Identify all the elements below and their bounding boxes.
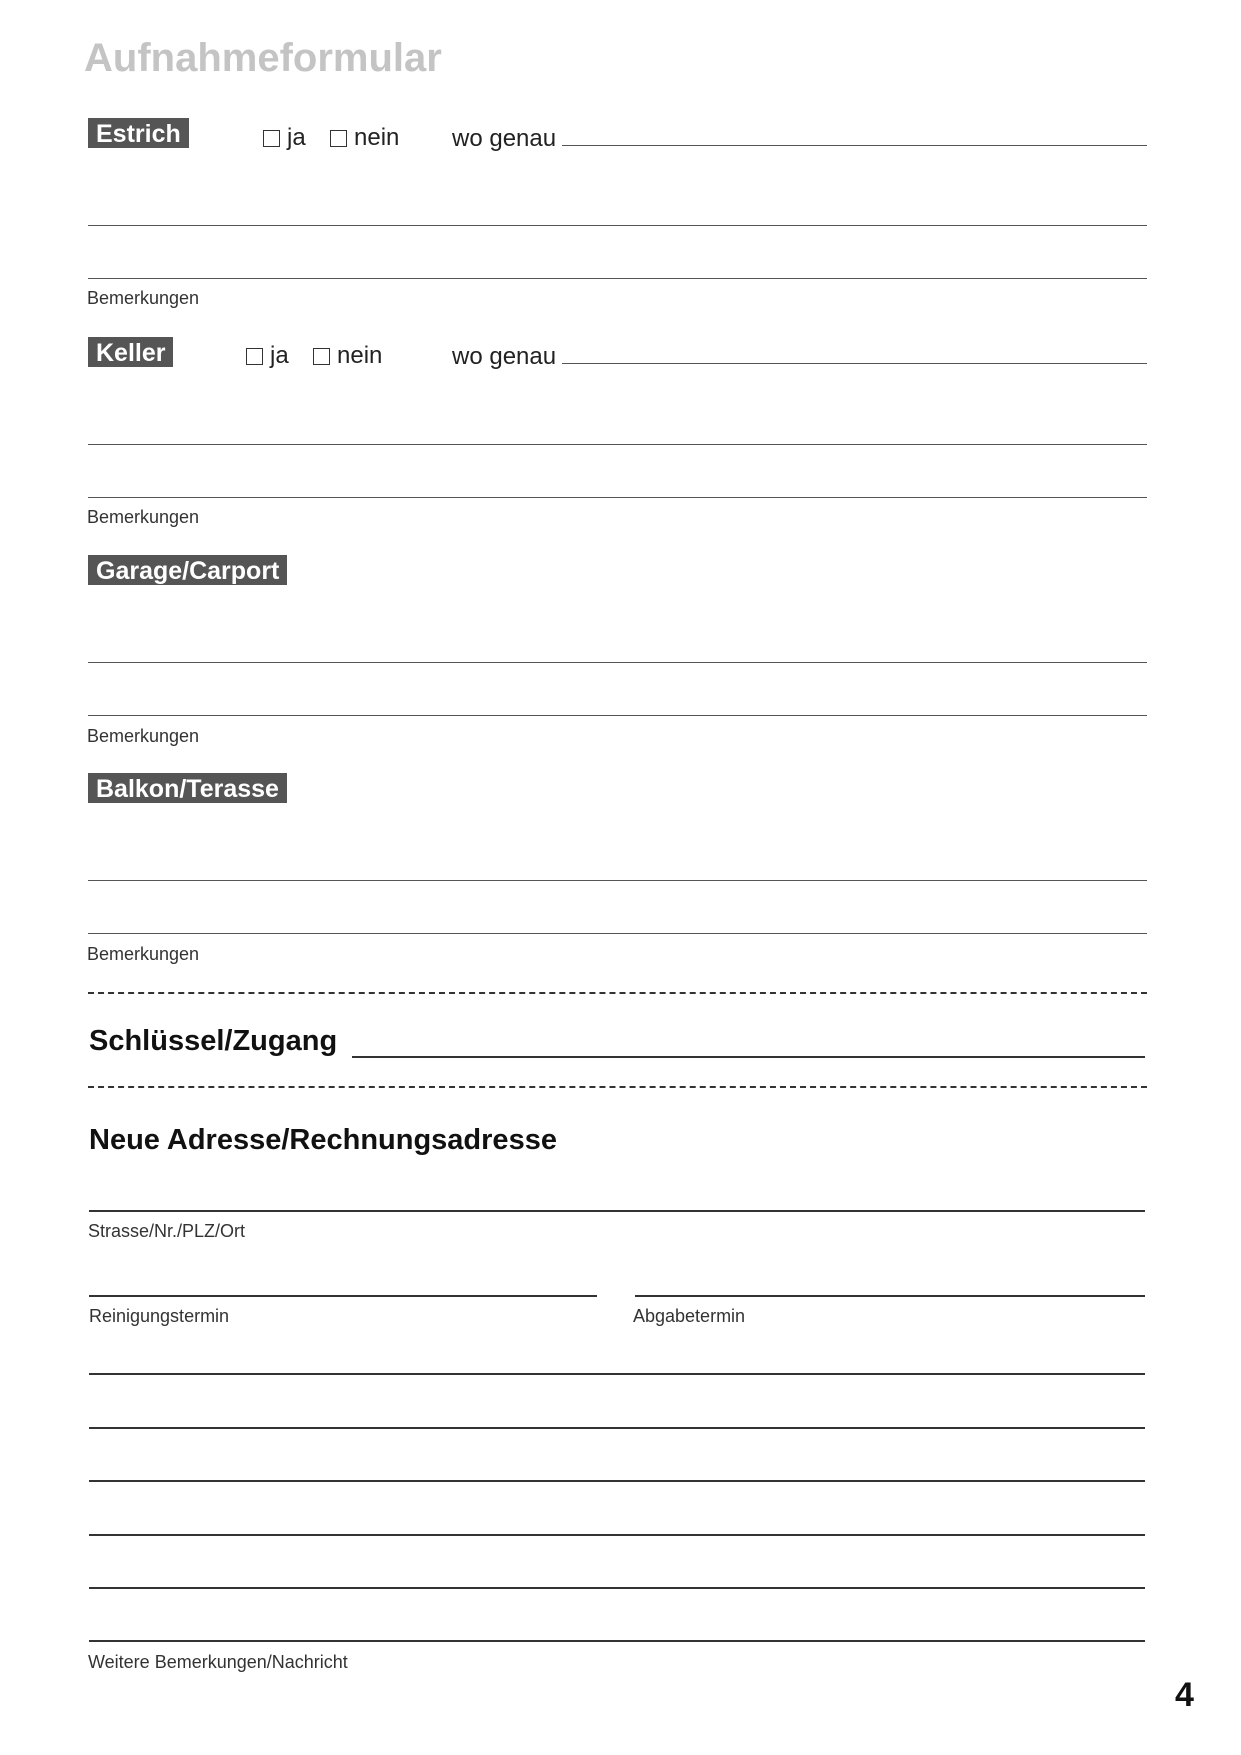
section-label-keller: Keller <box>88 337 173 367</box>
more-remarks-line-2[interactable] <box>89 1427 1145 1429</box>
divider-dashed <box>88 1086 1147 1088</box>
checkbox-icon[interactable] <box>313 348 330 365</box>
balkon-remarks-line-1[interactable] <box>88 880 1147 881</box>
yes-label: ja <box>287 124 306 151</box>
divider-dashed <box>88 992 1147 994</box>
balkon-remarks-line-2[interactable] <box>88 933 1147 934</box>
more-remarks-line-1[interactable] <box>89 1373 1145 1375</box>
handover-date-field[interactable] <box>635 1295 1145 1297</box>
balkon-remarks-label: Bemerkungen <box>87 944 200 964</box>
estrich-yes-option[interactable] <box>263 124 306 152</box>
checkbox-icon[interactable] <box>246 348 263 365</box>
estrich-no-option[interactable] <box>330 124 399 152</box>
key-access-heading: Schlüssel/Zugang <box>89 1025 338 1057</box>
checkbox-icon[interactable] <box>263 130 280 147</box>
garage-remarks-line-1[interactable] <box>88 662 1147 663</box>
keller-remarks-line-1[interactable] <box>88 444 1147 445</box>
new-address-heading: Neue Adresse/Rechnungsadresse <box>89 1124 557 1156</box>
no-label: nein <box>337 342 383 369</box>
section-label-estrich: Estrich <box>88 118 189 148</box>
keller-where-label: wo genau <box>452 343 557 370</box>
section-label-balkon: Balkon/Terasse <box>88 773 287 803</box>
yes-label: ja <box>270 342 289 369</box>
keller-where-field[interactable] <box>562 363 1147 364</box>
page-title: Aufnahmeformular <box>84 36 442 80</box>
page-number: 4 <box>1175 1676 1194 1714</box>
more-remarks-line-4[interactable] <box>89 1534 1145 1536</box>
estrich-remarks-line-1[interactable] <box>88 225 1147 226</box>
garage-remarks-line-2[interactable] <box>88 715 1147 716</box>
section-label-garage: Garage/Carport <box>88 555 287 585</box>
keller-remarks-label: Bemerkungen <box>87 507 200 527</box>
more-remarks-line-5[interactable] <box>89 1587 1145 1589</box>
garage-remarks-label: Bemerkungen <box>87 726 200 746</box>
estrich-where-field[interactable] <box>562 145 1147 146</box>
checkbox-icon[interactable] <box>330 130 347 147</box>
keller-no-option[interactable] <box>313 342 382 370</box>
handover-date-label: Abgabetermin <box>633 1306 746 1326</box>
keller-yes-option[interactable] <box>246 342 289 370</box>
more-remarks-line-3[interactable] <box>89 1480 1145 1482</box>
street-label: Strasse/Nr./PLZ/Ort <box>88 1221 246 1241</box>
cleaning-date-label: Reinigungstermin <box>89 1306 230 1326</box>
street-field[interactable] <box>89 1210 1145 1212</box>
cleaning-date-field[interactable] <box>89 1295 597 1297</box>
keller-remarks-line-2[interactable] <box>88 497 1147 498</box>
estrich-where-label: wo genau <box>452 125 557 152</box>
no-label: nein <box>354 124 400 151</box>
estrich-remarks-line-2[interactable] <box>88 278 1147 279</box>
more-remarks-label: Weitere Bemerkungen/Nachricht <box>88 1652 348 1672</box>
estrich-remarks-label: Bemerkungen <box>87 288 200 308</box>
more-remarks-line-6[interactable] <box>89 1640 1145 1642</box>
key-access-field[interactable] <box>352 1056 1145 1058</box>
